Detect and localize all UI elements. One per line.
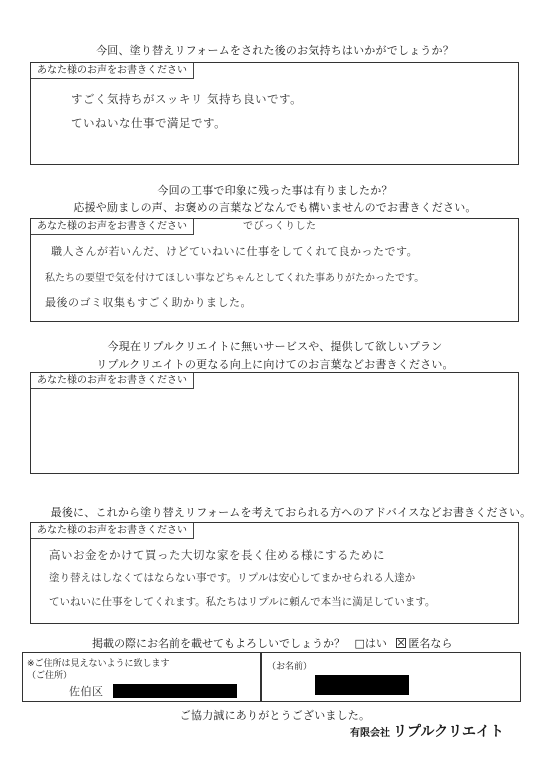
answer-box-tab-label: あなた様のお声をお書きください (31, 523, 194, 539)
address-redaction (113, 684, 237, 698)
question-2-line-2: 応援や励ましの声、お褒めの言葉などなんでも構いませんのでお書きください。 (73, 201, 477, 214)
question-3-line-1: 今現在リプルクリエイトに無いサービスや、提供して欲しいプラン (107, 340, 443, 353)
handwritten-line: 最後のゴミ収集もすごく助かりました。 (45, 296, 252, 309)
handwritten-line: 職人さんが若いんだ、けどていねいに仕事をしてくれて良かったです。 (51, 245, 419, 258)
handwritten-line: 高いお金をかけて買った大切な家を長く住める様にするために (49, 548, 385, 562)
answer-box-3 (30, 372, 519, 474)
thanks-message: ご協力誠にありがとうございました。 (179, 709, 371, 722)
contact-box (22, 652, 521, 702)
answer-box-tab-label: あなた様のお声をお書きください (31, 63, 194, 79)
answer-box-1 (30, 62, 519, 165)
consent-option-anonymous[interactable] (396, 637, 452, 650)
checkbox-checked-icon (396, 638, 406, 648)
company-prefix: 有限会社 (350, 728, 390, 739)
consent-question: 掲載の際にお名前を載せてもよろしいでしょうか？ (92, 637, 345, 650)
company-name: リプルクリエイト (393, 724, 504, 740)
answer-box-2 (30, 218, 519, 322)
company-signature (350, 721, 504, 741)
answer-box-tab-label: あなた様のお声をお書きください (31, 373, 194, 389)
name-label: （お名前） (267, 662, 313, 672)
name-redaction (315, 675, 409, 695)
address-note: ※ご住所は見えないように致します (27, 659, 170, 669)
handwritten-line: 私たちの要望で気を付けてほしい事などちゃんとしてくれた事ありがたかったです。 (45, 273, 425, 284)
answer-box-tab-label: あなた様のお声をお書きください (31, 219, 194, 235)
handwritten-line: すごく気持ちがスッキリ 気持ち良いです。 (71, 92, 303, 106)
address-handwritten: 佐伯区 (69, 685, 104, 698)
question-1: 今回、塗り替えリフォームをされた後のお気持ちはいかがでしょうか？ (96, 44, 454, 57)
consent-option-yes[interactable]: □はい (354, 637, 387, 650)
answer-box-4 (30, 522, 519, 624)
handwritten-note: でびっくりした (243, 221, 317, 232)
consent-row (92, 635, 452, 651)
handwritten-line: 塗り替えはしなくてはならない事です。リプルは安心してまかせられる人達か (49, 572, 416, 584)
handwritten-line: ていねいに仕事をしてくれます。私たちはリプルに頼んで本当に満足しています。 (49, 596, 436, 608)
question-3-line-2: リプルクリエイトの更なる向上に向けてのお言葉などお書きください。 (96, 358, 454, 371)
contact-box-divider (260, 653, 262, 701)
address-label: （ご住所） (27, 671, 73, 681)
handwritten-line: ていねいな仕事で満足です。 (71, 116, 227, 130)
question-2-line-1: 今回の工事で印象に残った事は有りましたか？ (157, 184, 393, 197)
consent-option-anonymous-label: 匿名なら (408, 637, 453, 650)
question-4: 最後に、これから塗り替えリフォームを考えておられる方へのアドバイスなどお書きください。 (50, 506, 532, 519)
